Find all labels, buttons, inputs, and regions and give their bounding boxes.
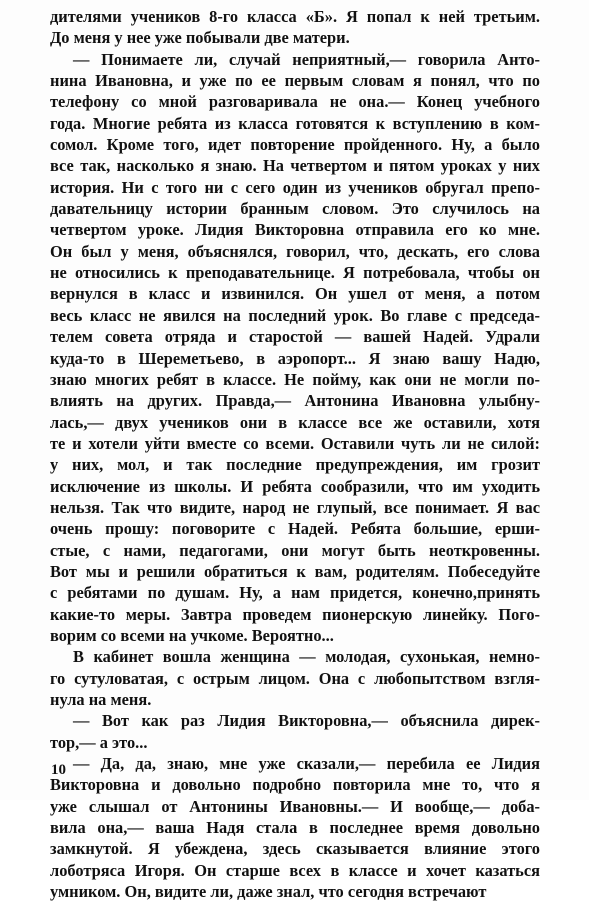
text-line: с ребятами по душам. Ну, а нам придется, конечно,принять xyxy=(50,583,540,603)
text-line: уже слышал от Антонины Ивановны.— И вообще,— доба- xyxy=(50,796,540,816)
text-line: телефону со мной разговаривала не она.— Конец учебного xyxy=(50,92,540,112)
text-line: весь класс не явился на последний урок. Во главе с председа- xyxy=(50,305,540,325)
text-line: — Понимаете ли, случай неприятный,— говорила Анто- xyxy=(73,49,540,69)
text-line: — Да, да, знаю, мне уже сказали,— перебила ее Лидия xyxy=(73,754,540,774)
text-line: Викторовна и довольно подробно повторила мне то, что я xyxy=(50,775,540,795)
text-line: те и хотели уйти вместе со всеми. Оставили чуть ли не силой: xyxy=(50,433,540,453)
text-line: нельзя. Так что видите, народ не глупый, все понимает. Я вас xyxy=(50,497,540,517)
text-line: у них, мол, и так последние предупреждения, им грозит xyxy=(50,455,540,475)
text-line: До меня у нее уже побывали две матери. xyxy=(50,28,350,48)
text-line: лоботряса Игоря. Он старше всех в классе и хочет казаться xyxy=(50,860,540,880)
text-line: сомол. Кроме того, идет повторение пройденного. Ну, а было xyxy=(50,135,540,155)
page-number: 10 xyxy=(51,762,66,778)
text-line: все так, насколько я знаю. На четвертом и пятом уроках у них xyxy=(50,156,540,176)
text-line: В кабинет вошла женщина — молодая, сухонькая, немно- xyxy=(73,647,540,667)
text-line: Он был у меня, объяснялся, говорил, что, дескать, его слова xyxy=(50,241,540,261)
text-line: не относились к преподавательнице. Я потребовала, чтобы он xyxy=(50,263,540,283)
text-line: дителями учеников 8-го класса «Б». Я попал к ней третьим. xyxy=(50,7,540,26)
text-line: какие-то меры. Завтра проведем пионерскую линейку. Пого- xyxy=(50,604,540,624)
text-line: очень прошу: поговорите с Надей. Ребята большие, ерши- xyxy=(50,519,540,539)
text-line: лась,— двух учеников они в классе все же оставили, хотя xyxy=(50,412,540,432)
text-line: телем совета отряда и старостой — вашей Надей. Удрали xyxy=(50,327,540,347)
text-line: года. Многие ребята из класса готовятся к вступлению в ком- xyxy=(50,113,540,133)
text-line: Вот мы и решили обратиться к вам, родителям. Побеседуйте xyxy=(50,561,540,581)
text-line: замкнутой. Я убеждена, здесь сказывается влияние этого xyxy=(50,839,540,859)
text-line: влиять на других. Правда,— Антонина Ивановна улыбну- xyxy=(50,391,540,411)
text-line: история. Ни с того ни с сего один из учеников обругал препо- xyxy=(50,177,540,197)
text-line: го сутуловатая, с острым лицом. Она с любопытством взгля- xyxy=(50,668,540,688)
text-line: исключение из школы. И ребята сообразили, что им уходить xyxy=(50,476,540,496)
text-line: — Вот как раз Лидия Викторовна,— объяснила дирек- xyxy=(73,711,540,731)
text-line: куда-то в Шереметьево, в аэропорт... Я знаю вашу Надю, xyxy=(50,348,540,368)
text-line: умником. Он, видите ли, даже знал, что сегодня встречают xyxy=(50,882,487,902)
text-line: тор,— а это... xyxy=(50,732,148,752)
text-line: вила она,— ваша Надя стала в последнее время довольно xyxy=(50,818,540,838)
text-line: вернулся в класс и извинился. Он ушел от меня, а потом xyxy=(50,284,540,304)
text-line: ворим со всеми на учкоме. Вероятно... xyxy=(50,625,334,645)
text-line: нина Ивановна, и уже по ее первым словам я понял, что по xyxy=(50,71,540,91)
page-text xyxy=(50,6,540,902)
text-line: четвертом уроке. Лидия Викторовна отправила его ко мне. xyxy=(50,220,540,240)
text-line: давательницу истории бранным словом. Это случилось на xyxy=(50,199,540,219)
text-line: нула на меня. xyxy=(50,690,152,709)
text-line: знаю многих ребят в классе. Не пойму, как они не могли по- xyxy=(50,369,540,389)
text-line: стые, с нами, педагогами, они могут быть неоткровенны. xyxy=(50,540,540,560)
